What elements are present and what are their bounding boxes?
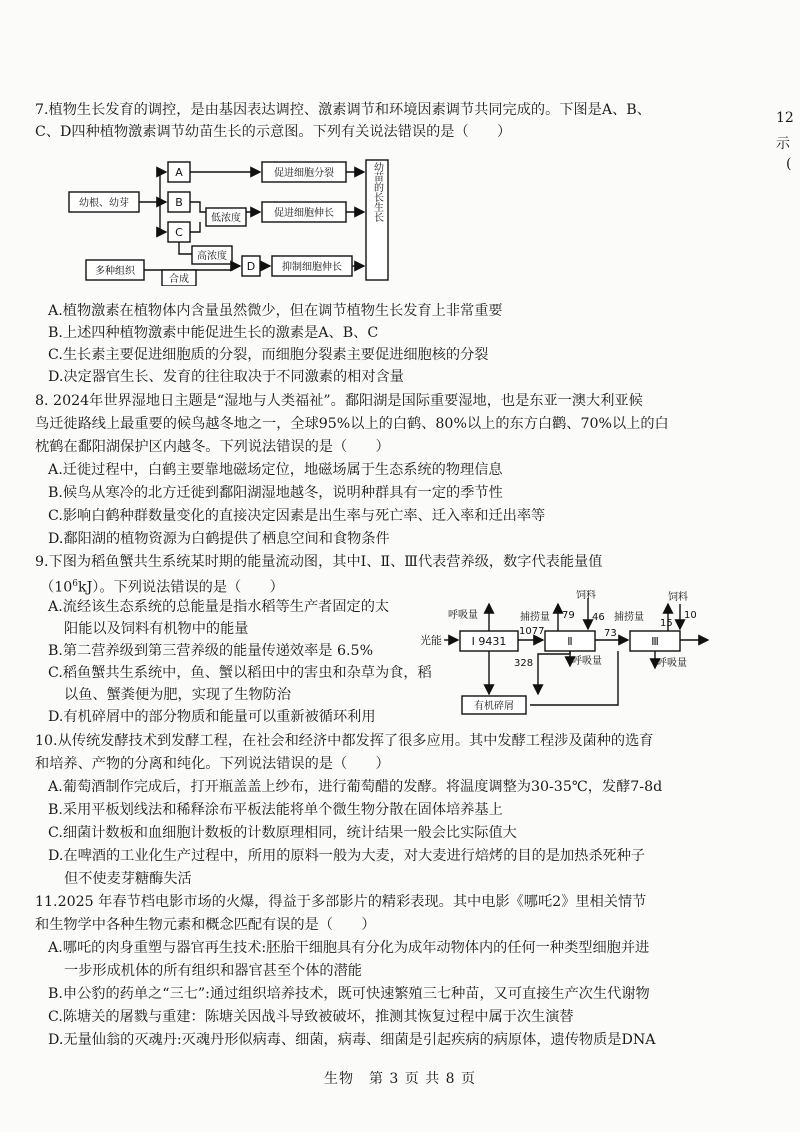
level-1-respiration-label: 呼吸量 <box>448 610 478 621</box>
q7-option-a: A.植物激素在植物体内含量虽然微少，但在调节植物生长发育上非常重要 <box>48 303 503 319</box>
level-2-respiration-label: 呼吸量 <box>572 656 602 667</box>
effect-cell-elongation-label: 促进细胞伸长 <box>274 208 334 219</box>
q7-option-b: B.上述四种植物激素中能促进生长的激素是A、B、C <box>48 325 379 341</box>
side-fragment-1: 12 <box>776 110 794 126</box>
q9-stem-line2: $(10^6kJ)$。下列说法错误的是（ ） <box>40 579 284 596</box>
source-tissues-label: 多种组织 <box>95 266 135 277</box>
q11-option-a: A.哪吒的肉身重塑与器官再生技术:胚胎干细胞具有分化为成年动物体内的任何一种类型细胞并进 <box>48 940 650 956</box>
q8-option-b: B.候鸟从寒冷的北方迁徙到鄱阳湖湿地越冬，说明种群具有一定的季节性 <box>48 485 503 501</box>
effect-cell-division-label: 促进细胞分裂 <box>274 168 334 179</box>
source-roots-shoots-label: 幼根、幼芽 <box>79 198 129 209</box>
q10-option-a: A.葡萄酒制作完成后，打开瓶盖盖上纱布，进行葡萄醋的发酵。将温度调整为30-35℃，发酵7-8d <box>48 779 663 795</box>
level-3-respiration-label: 呼吸量 <box>657 658 687 669</box>
q10-option-d-cont: 但不使麦芽糖酶失活 <box>64 871 192 887</box>
level-3-catch-label: 捕捞量 <box>614 612 644 623</box>
q10-stem-line2: 和培养、产物的分离和纯化。下列说法错误的是（ ） <box>35 756 390 772</box>
q9-option-b: B.第二营养级到第三营养级的能量传递效率是 6.5% <box>48 643 374 659</box>
q9-option-d: D.有机碎屑中的部分物质和能量可以重新被循环利用 <box>48 709 376 725</box>
high-concentration-label: 高浓度 <box>197 251 227 262</box>
q10-option-c: C.细菌计数板和血细胞计数板的计数原理相同，统计结果一般会比实际值大 <box>48 825 517 841</box>
value-328: 328 <box>514 658 534 669</box>
q7-option-c: C.生长素主要促进细胞质的分裂，而细胞分裂素主要促进细胞核的分裂 <box>48 347 489 363</box>
value-15: 15 <box>660 618 673 629</box>
q9-option-a-cont: 阳能以及饲料有机物中的能量 <box>64 621 249 637</box>
q11-option-b: B.申公豹的药单之“三七”:通过组织培养技术，既可快速繁殖三七种苗，又可直接生产次生代谢物 <box>48 986 650 1002</box>
hormone-b-label: B <box>175 196 183 209</box>
q7-stem-line2: C、D四种植物激素调节幼苗生长的示意图。下列有关说法错误的是（ ） <box>35 124 512 140</box>
level-2-catch-label: 捕捞量 <box>520 612 550 623</box>
q8-option-d: D.鄱阳湖的植物资源为白鹤提供了栖息空间和食物条件 <box>48 531 390 547</box>
q8-option-c: C.影响白鹤种群数量变化的直接决定因素是出生率与死亡率、迁入率和迁出率等 <box>48 508 546 524</box>
page-footer: 生物 第 3 页 共 8 页 <box>323 1071 477 1087</box>
q10-stem-line1: 10.从传统发酵技术到发酵工程，在社会和经济中都发挥了很多应用。其中发酵工程涉及菌种的选育 <box>35 733 654 749</box>
detritus-label: 有机碎屑 <box>474 701 514 712</box>
effect-inhibit-elongation-label: 抑制细胞伸长 <box>282 262 342 273</box>
q9-energy-flow-diagram <box>418 590 718 715</box>
level-2-label: Ⅱ <box>567 635 573 648</box>
q7-hormone-diagram <box>64 156 404 286</box>
q8-stem-line1: 8. 2024年世界湿地日主题是“湿地与人类福祉”。鄱阳湖是国际重要湿地，也是东亚一澳大利亚候 <box>35 393 643 409</box>
q10-option-d: D.在啤酒的工业化生产过程中，所用的原料一般为大麦，对大麦进行焙烤的目的是加热杀死种子 <box>48 848 646 864</box>
q8-stem-line2: 鸟迁徙路线上最重要的候鸟越冬地之一，全球95%以上的白鹤、80%以上的东方白鹳、70%以上的白 <box>35 416 669 432</box>
q10-option-b: B.采用平板划线法和稀释涂布平板法能将单个微生物分散在固体培养基上 <box>48 802 503 818</box>
hormone-a-label: A <box>175 166 183 179</box>
level-3-label: Ⅲ <box>651 635 659 648</box>
q11-stem-line2: 和生物学中各种生物元素和概念匹配有误的是（ ） <box>35 917 376 933</box>
q11-stem-line1: 11.2025 年春节档电影市场的火爆，得益于多部影片的精彩表现。其中电影《哪吒2》里相关情节 <box>35 894 647 910</box>
value-10: 10 <box>684 610 697 621</box>
side-fragment-3: ( <box>786 156 792 172</box>
value-46: 46 <box>592 612 605 623</box>
synthesis-label: 合成 <box>169 274 189 285</box>
q9-option-a: A.流经该生态系统的总能量是指水稻等生产者固定的太 <box>48 599 390 615</box>
seedling-growth-label: 幼苗的长生长 <box>371 162 383 222</box>
q11-option-a-cont: 一步形成机体的所有组织和器官甚至个体的潜能 <box>64 963 362 979</box>
q7-stem-line1: 7.植物生长发育的调控，是由基因表达调控、激素调节和环境因素调节共同完成的。下图是A、B、 <box>35 102 651 118</box>
level-1-label: Ⅰ 9431 <box>471 635 507 648</box>
hormone-d-label: D <box>246 260 256 273</box>
q8-stem-line3: 枕鹤在鄱阳湖保护区内越冬。下列说法错误的是（ ） <box>35 439 390 455</box>
q9-option-c-cont: 以鱼、蟹粪便为肥，实现了生物防治 <box>64 687 292 703</box>
q11-option-c: C.陈塘关的屠戮与重建：陈塘关因战斗导致被破坏，推测其恢复过程中属于次生演替 <box>48 1009 574 1025</box>
side-fragment-2: 示 <box>776 136 790 152</box>
hormone-c-label: C <box>175 226 183 239</box>
light-energy-label: 光能 <box>420 634 442 647</box>
level-2-feed-label: 饲料 <box>576 590 596 601</box>
q9-option-c: C.稻鱼蟹共生系统中，鱼、蟹以稻田中的害虫和杂草为食，稻 <box>48 665 432 681</box>
q11-option-d: D.无量仙翁的灭魂丹:灭魂丹形似病毒、细菌，病毒、细菌是引起疾病的病原体，遗传物质是DNA <box>48 1032 656 1048</box>
q9-stem-line1: 9.下图为稻鱼蟹共生系统某时期的能量流动图，其中Ⅰ、Ⅱ、Ⅲ代表营养级，数字代表能量值 <box>35 554 603 570</box>
q7-option-d: D.决定器官生长、发育的往往取决于不同激素的相对含量 <box>48 369 404 385</box>
q8-option-a: A.迁徙过程中，白鹤主要靠地磁场定位，地磁场属于生态系统的物理信息 <box>48 462 503 478</box>
value-79: 79 <box>562 610 575 621</box>
low-concentration-label: 低浓度 <box>211 213 241 224</box>
level-3-feed-label: 饲料 <box>668 592 688 603</box>
value-73: 73 <box>604 628 617 639</box>
value-1077: 1077 <box>519 626 545 637</box>
